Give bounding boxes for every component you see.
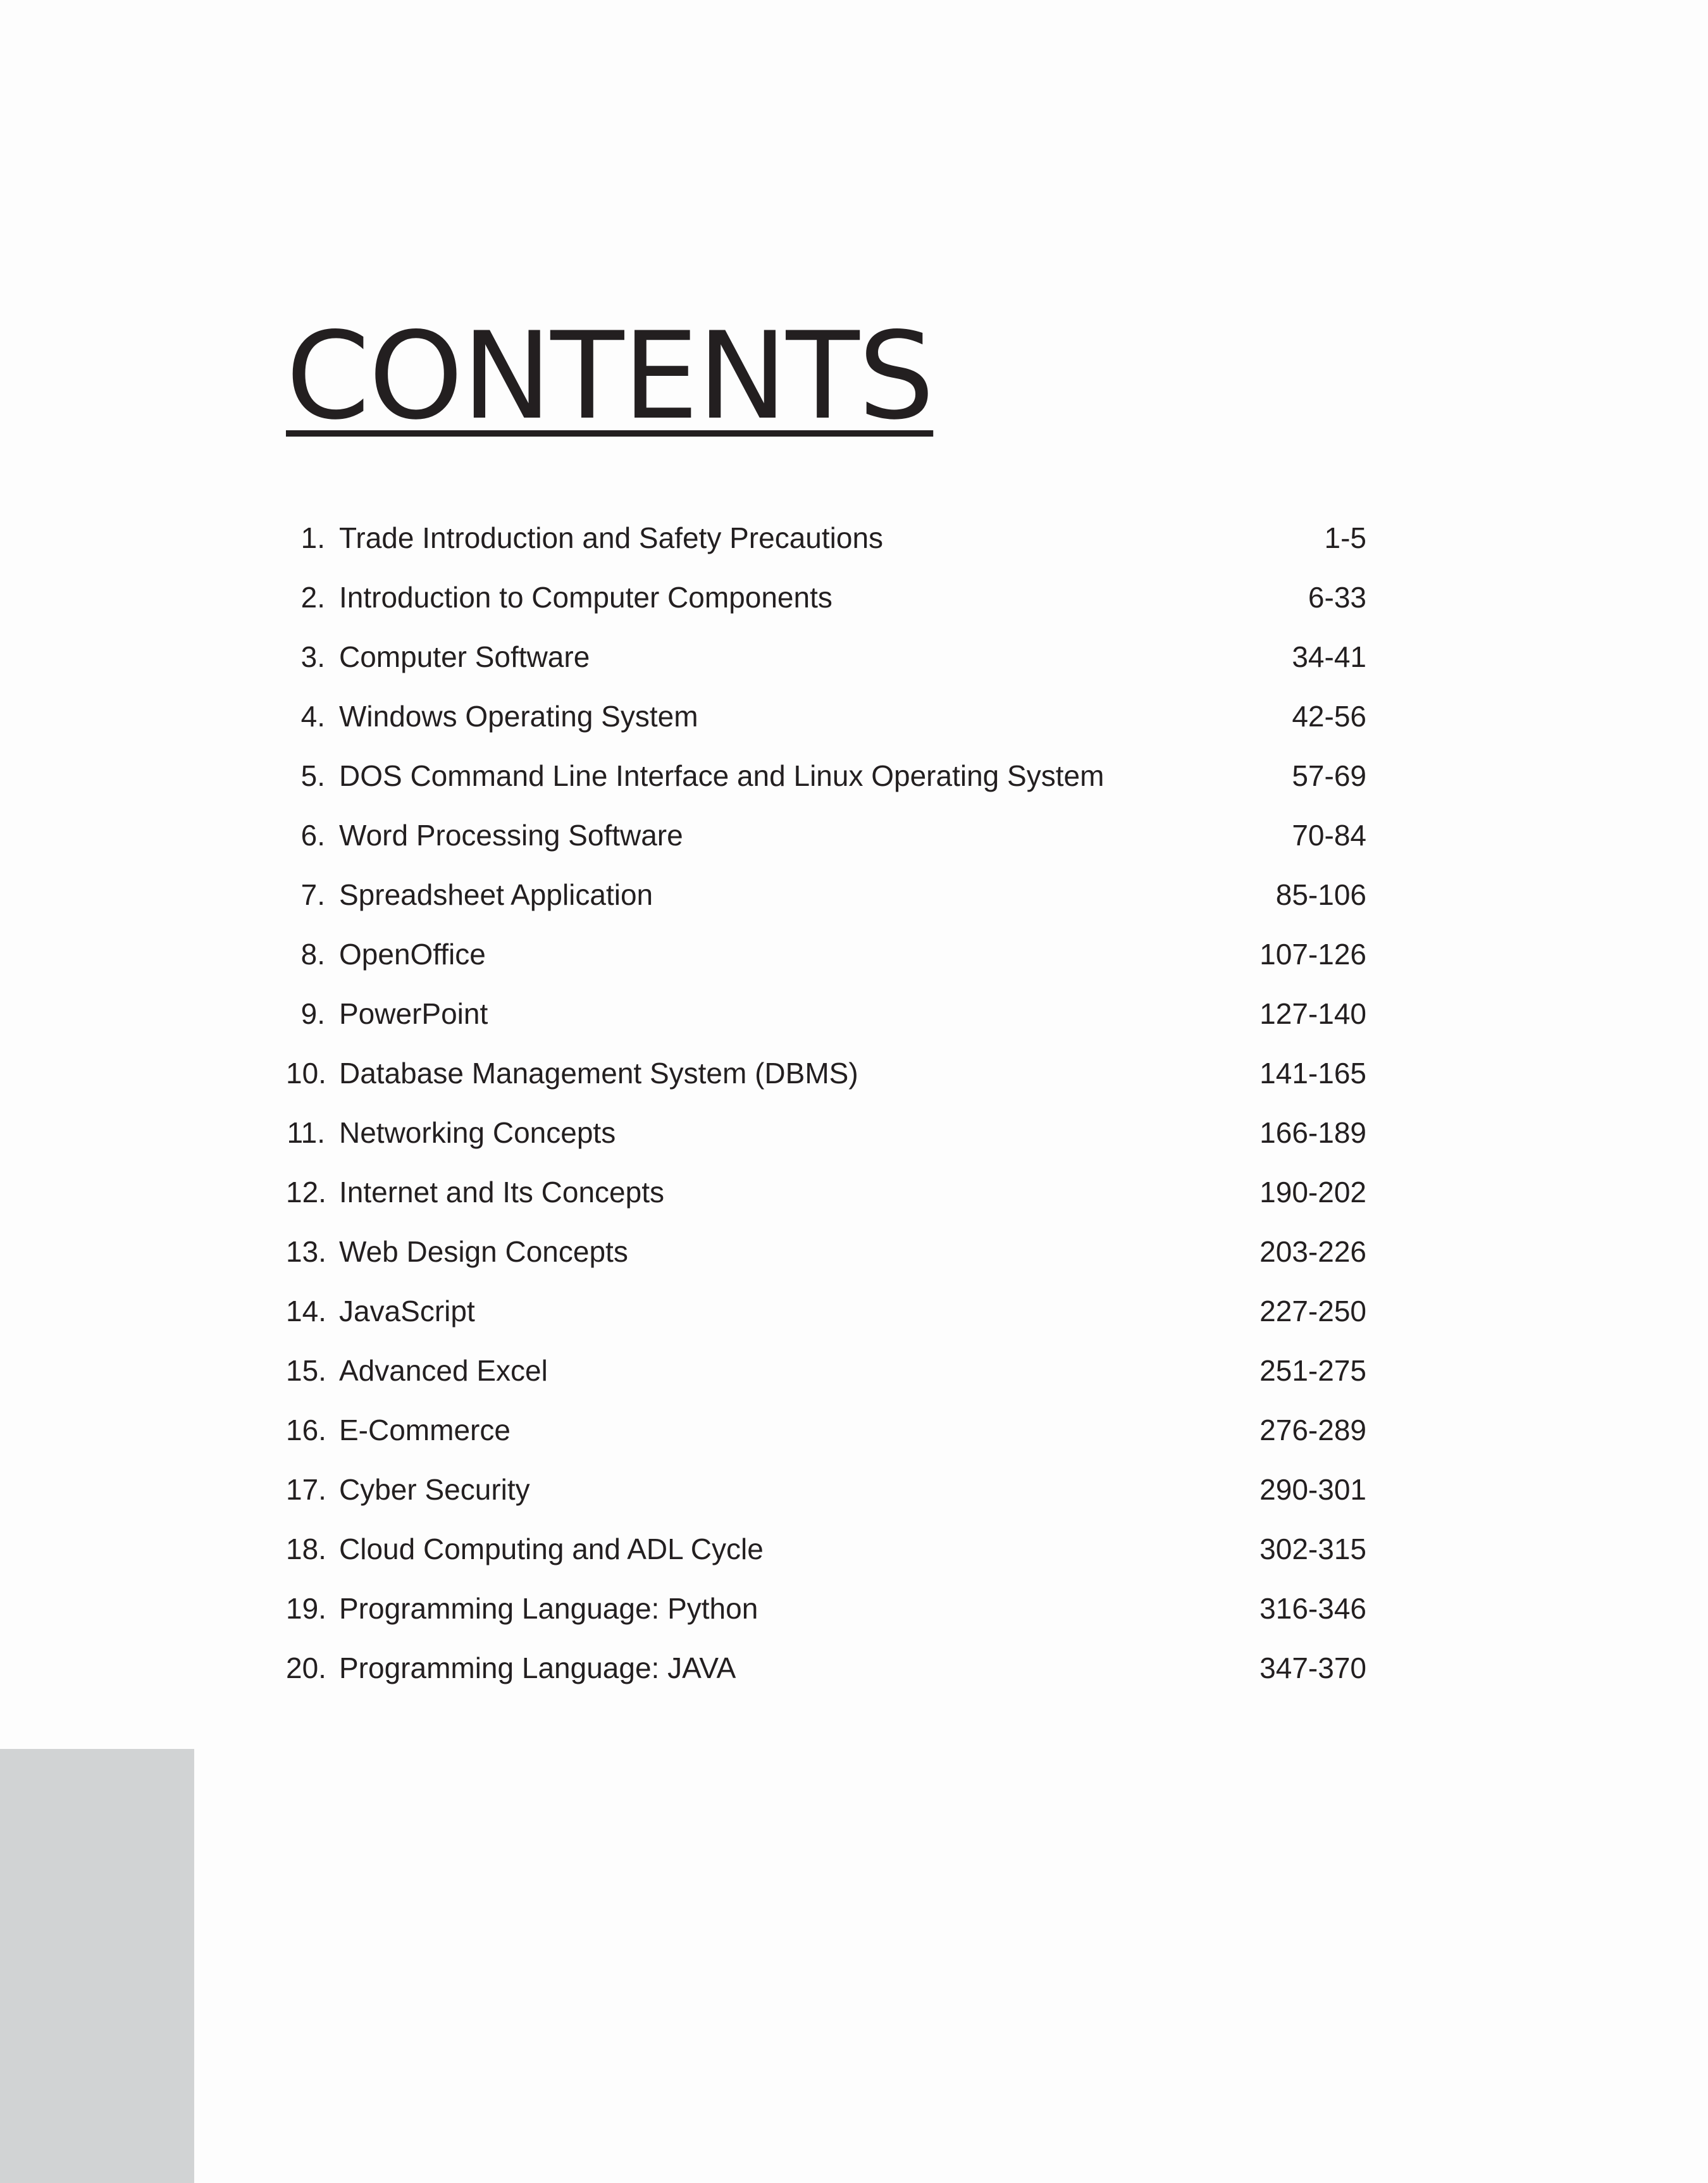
toc-entry-page-range: 70-84 [1292,819,1366,852]
toc-entry [286,993,1366,1052]
toc-entry [286,1469,1366,1528]
toc-entry-page-range: 166-189 [1259,1116,1366,1149]
page-title: CONTENTS [286,306,934,446]
toc-entry-title: Cloud Computing and ADL Cycle [339,1533,764,1565]
toc-entry-number: 6. [300,819,325,852]
toc-entry-title: Spreadsheet Application [339,878,653,911]
toc-entry-title: DOS Command Line Interface and Linux Operating System [339,759,1105,792]
toc-entry-number: 10. [286,1057,326,1090]
toc-entry-number: 13. [286,1235,326,1268]
toc-entry-number: 11. [287,1116,325,1149]
toc-entry-page-range: 42-56 [1292,700,1366,733]
toc-entry-page-range: 85-106 [1275,878,1366,911]
toc-entry-page-range: 276-289 [1259,1414,1366,1446]
toc-entry [286,576,1366,636]
toc-entry-number: 7. [300,878,325,911]
toc-entry [286,1647,1366,1707]
toc-entry-number: 1. [300,521,325,554]
toc-entry-page-range: 251-275 [1259,1354,1366,1387]
toc-entry-title: Database Management System (DBMS) [339,1057,858,1090]
toc-entry-page-range: 347-370 [1259,1651,1366,1684]
toc-entry-page-range: 34-41 [1292,640,1366,673]
toc-entry-title: OpenOffice [339,938,486,971]
toc-entry-number: 14. [286,1295,326,1328]
toc-entry-title: Windows Operating System [339,700,698,733]
toc-entry-title: Introduction to Computer Components [339,581,832,614]
toc-entry-title: PowerPoint [339,997,488,1030]
table-of-contents [286,517,1366,1707]
toc-entry-title: E-Commerce [339,1414,511,1446]
toc-entry [286,755,1366,814]
toc-entry-number: 4. [300,700,325,733]
toc-entry-title: Internet and Its Concepts [339,1176,664,1209]
toc-entry-title: Networking Concepts [339,1116,616,1149]
toc-entry-number: 12. [286,1176,326,1209]
toc-entry [286,1171,1366,1231]
toc-entry-number: 2. [300,581,325,614]
toc-entry-title: Trade Introduction and Safety Precautions [339,521,884,554]
toc-entry-page-range: 1-5 [1324,521,1366,554]
toc-entry [286,1052,1366,1112]
toc-entry-page-range: 6-33 [1308,581,1366,614]
toc-entry-title: Web Design Concepts [339,1235,628,1268]
toc-entry-number: 3. [300,640,325,673]
toc-entry-title: Word Processing Software [339,819,683,852]
toc-entry [286,1588,1366,1647]
toc-entry-number: 15. [286,1354,326,1387]
toc-entry-page-range: 302-315 [1259,1533,1366,1565]
toc-entry [286,636,1366,695]
toc-entry-title: Computer Software [339,640,590,673]
toc-entry-title: Cyber Security [339,1473,530,1506]
toc-entry [286,1231,1366,1290]
toc-entry-page-range: 203-226 [1259,1235,1366,1268]
toc-entry-page-range: 316-346 [1259,1592,1366,1625]
toc-entry-title: Programming Language: JAVA [339,1651,736,1684]
toc-entry-number: 20. [286,1651,326,1684]
toc-entry [286,695,1366,755]
toc-entry-page-range: 57-69 [1292,759,1366,792]
toc-entry-number: 19. [286,1592,326,1625]
toc-entry-page-range: 190-202 [1259,1176,1366,1209]
toc-entry-page-range: 127-140 [1259,997,1366,1030]
toc-entry [286,1290,1366,1350]
toc-entry [286,517,1366,576]
title-block [286,306,934,446]
toc-entry-title: JavaScript [339,1295,475,1328]
toc-entry-page-range: 141-165 [1259,1057,1366,1090]
toc-entry-number: 5. [300,759,325,792]
toc-entry-number: 17. [286,1473,326,1506]
toc-entry-number: 18. [286,1533,326,1565]
toc-entry [286,1112,1366,1171]
toc-entry [286,1409,1366,1469]
toc-entry-page-range: 227-250 [1259,1295,1366,1328]
toc-entry [286,814,1366,874]
toc-entry-number: 16. [286,1414,326,1446]
toc-entry [286,933,1366,993]
toc-entry [286,1350,1366,1409]
toc-entry-page-range: 290-301 [1259,1473,1366,1506]
page-side-band [0,1749,194,2183]
toc-entry [286,874,1366,933]
toc-entry-title: Advanced Excel [339,1354,548,1387]
toc-entry-number: 8. [300,938,325,971]
toc-entry-page-range: 107-126 [1259,938,1366,971]
toc-entry-title: Programming Language: Python [339,1592,758,1625]
toc-entry-number: 9. [300,997,325,1030]
toc-entry [286,1528,1366,1588]
